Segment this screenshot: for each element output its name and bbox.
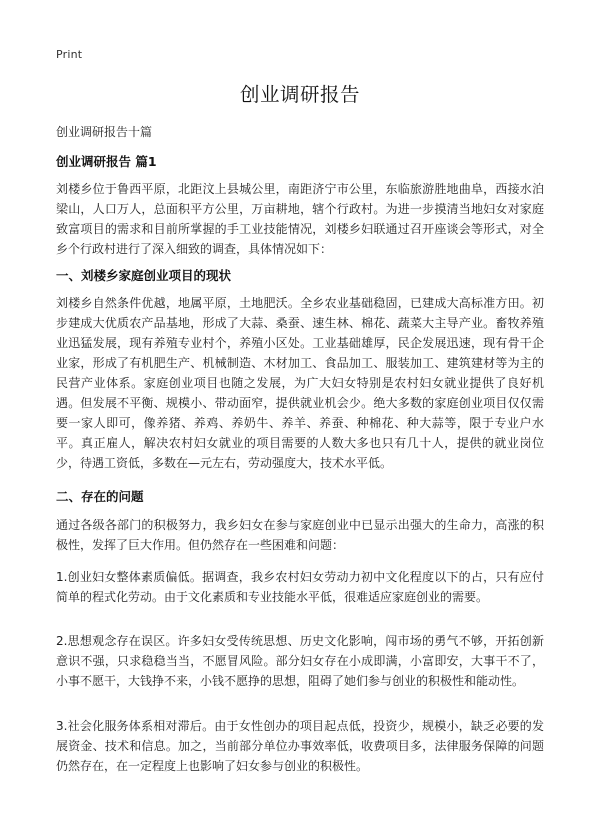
intro-paragraph: 刘楼乡位于鲁西平原，北距汶上县城公里，南距济宁市公里，东临旅游胜地曲阜，西接水泊梁山，人口万人，总面积平方公里，万亩耕地，辖个行政村。为进一步摸清当地妇女对家庭致富项目的需求和目前所掌握的手工业技能情况，刘楼乡妇联通过召开座谈会等形式，对全乡个行政村进行了深入细致的调查，具体情况如下： <box>56 182 544 256</box>
problem-2-paragraph: 2.思想观念存在误区。许多妇女受传统思想、历史文化影响，闯市场的勇气不够，开拓创新意识不强，只求稳稳当当，不愿冒风险。部分妇女存在小成即满，小富即安，大事干不了，小事不愿干，大钱挣不来，小钱不愿挣的思想，阻碍了她们参与创业的积极性和能动性。 <box>56 634 544 688</box>
section-1-heading: 一、刘楼乡家庭创业项目的现状 <box>56 268 232 283</box>
print-link[interactable]: Print <box>56 48 83 61</box>
page-title: 创业调研报告 <box>239 83 360 106</box>
document-subtitle: 创业调研报告十篇 <box>56 125 153 139</box>
section-1-paragraph: 刘楼乡自然条件优越，地属平原，土地肥沃。全乡农业基础稳固，已建成大高标准方田。初步建成大优质农产品基地，形成了大蒜、桑蚕、速生林、棉花、蔬菜大主导产业。畜牧养殖业迅猛发展，现有养殖专业村个，养殖小区处。工业基础雄厚，民企发展迅速，现有骨干企业家，形成了有机肥生产、机械制造、木材加工、食品加工、服装加工、建筑建材等为主的民营产业体系。家庭创业项目也随之发展，为广大妇女特别是农村妇女就业提供了良好机遇。但发展不平衡、规模小、带动面窄，提供就业机会少。绝大多数的家庭创业项目仅仅需要一家人即可，像养猪、养鸡、养奶牛、养羊、养蚕、种棉花、种大蒜等，限于专业户水平。真正雇人，解决农村妇女就业的项目需要的人数大多也只有几十人，提供的就业岗位少，待遇工资低，多数在—元左右，劳动强度大，技术水平低。 <box>56 296 544 470</box>
problem-3-paragraph: 3.社会化服务体系相对滞后。由于女性创办的项目起点低，投资少，规模小，缺乏必要的发展资金、技术和信息。加之，当前部分单位办事效率低，收费项目多，法律服务保障的问题仍然存在，在一定程度上也影响了妇女参与创业的积极性。 <box>56 719 544 773</box>
section-2-heading: 二、存在的问题 <box>56 489 144 504</box>
section-2-intro-paragraph: 通过各级各部门的积极努力，我乡妇女在参与家庭创业中已显示出强大的生命力，高涨的积极性，发挥了巨大作用。但仍然存在一些困难和问题： <box>56 518 544 552</box>
article-heading: 创业调研报告 篇1 <box>56 154 157 169</box>
problem-1-paragraph: 1.创业妇女整体素质偏低。据调查，我乡农村妇女劳动力初中文化程度以下的占，只有应付简单的程式化劳动。由于文化素质和专业技能水平低，很难适应家庭创业的需要。 <box>56 570 544 604</box>
